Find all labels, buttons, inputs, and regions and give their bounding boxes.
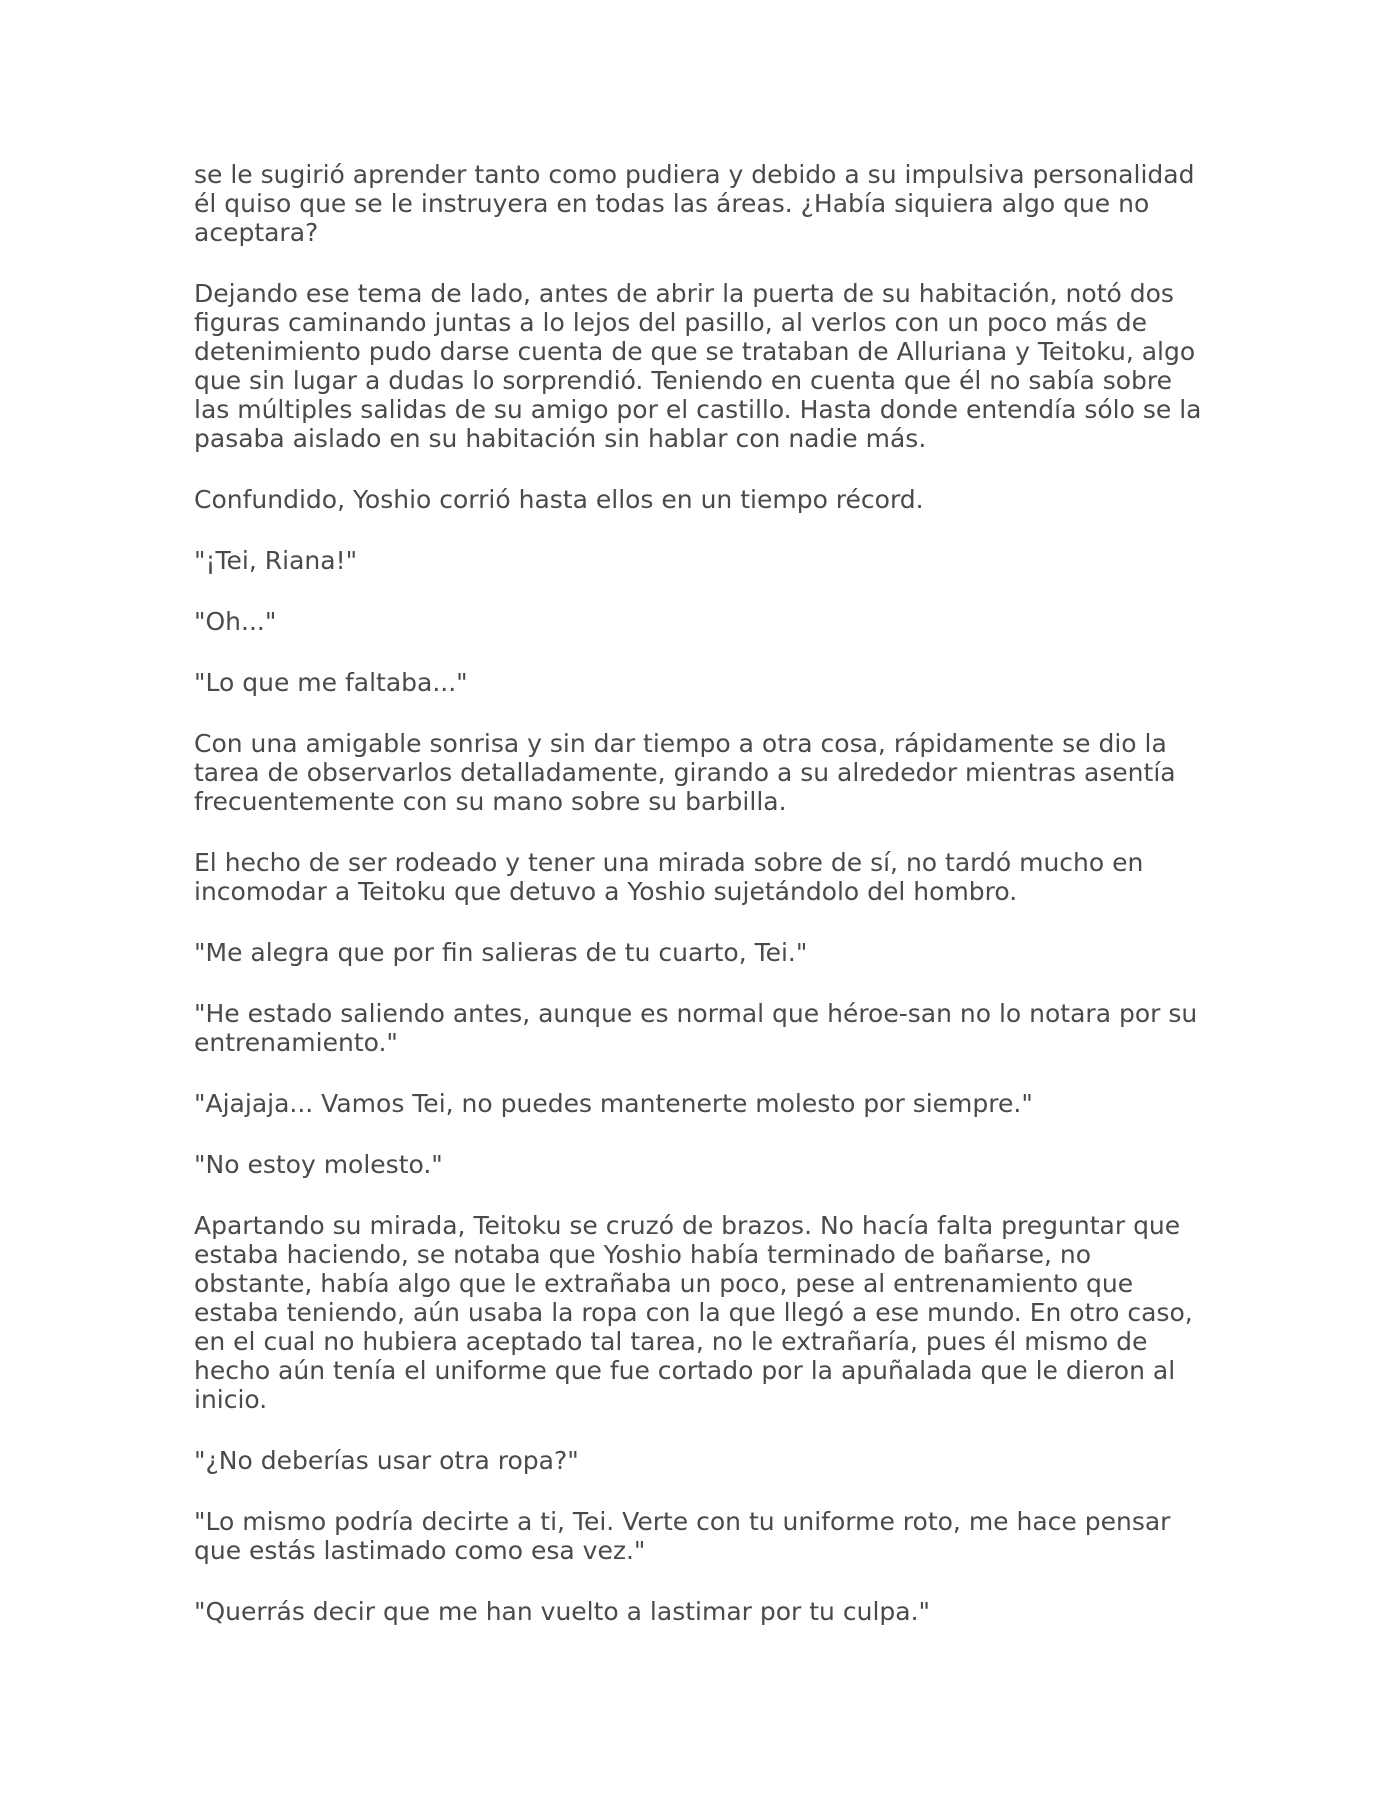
dialogue-line: "Me alegra que por fin salieras de tu cuarto, Tei." bbox=[194, 938, 808, 967]
dialogue-line: "No estoy molesto." bbox=[194, 1150, 443, 1179]
paragraph: El hecho de ser rodeado y tener una mirada sobre de sí, no tardó mucho en incomodar a Teitoku que detuvo a Yoshio sujetándolo del hombro. bbox=[194, 848, 1144, 906]
paragraph: Confundido, Yoshio corrió hasta ellos en un tiempo récord. bbox=[194, 485, 924, 514]
dialogue-line: "Querrás decir que me han vuelto a lastimar por tu culpa." bbox=[194, 1597, 931, 1626]
dialogue-line: "Oh..." bbox=[194, 607, 277, 636]
dialogue-line: "He estado saliendo antes, aunque es normal que héroe-san no lo notara por su entrenamiento." bbox=[194, 999, 1198, 1057]
dialogue-line: "Lo que me faltaba..." bbox=[194, 668, 468, 697]
paragraph: Con una amigable sonrisa y sin dar tiempo a otra cosa, rápidamente se dio la tarea de observarlos detalladamente, girando a su alrededor mientras asentía frecuentemente con su mano sobre su barbilla. bbox=[194, 729, 1176, 816]
paragraph: Apartando su mirada, Teitoku se cruzó de brazos. No hacía falta preguntar que estaba haciendo, se notaba que Yoshio había terminado de bañarse, no obstante, había algo que le extrañaba un poco, pese al entrenamiento que estaba teniendo, aún usaba la ropa con la que llegó a ese mundo. En otro caso, en el cual no hubiera aceptado tal tarea, no le extrañaría, pues él mismo de hecho aún tenía el uniforme que fue cortado por la apuñalada que le dieron al inicio. bbox=[194, 1211, 1193, 1414]
paragraph: se le sugirió aprender tanto como pudiera y debido a su impulsiva personalidad él quiso que se le instruyera en todas las áreas. ¿Había siquiera algo que no aceptara? bbox=[194, 160, 1195, 247]
document-body bbox=[194, 160, 1204, 1658]
dialogue-line: "¡Tei, Riana!" bbox=[194, 546, 358, 575]
dialogue-line: "¿No deberías usar otra ropa?" bbox=[194, 1446, 579, 1475]
dialogue-line: "Ajajaja... Vamos Tei, no puedes mantenerte molesto por siempre." bbox=[194, 1089, 1033, 1118]
paragraph: Dejando ese tema de lado, antes de abrir la puerta de su habitación, notó dos figuras caminando juntas a lo lejos del pasillo, al verlos con un poco más de detenimiento pudo darse cuenta de que se trataban de Alluriana y Teitoku, algo que sin lugar a dudas lo sorprendió. Teniendo en cuenta que él no sabía sobre las múltiples salidas de su amigo por el castillo. Hasta donde entendía sólo se la pasaba aislado en su habitación sin hablar con nadie más. bbox=[194, 279, 1202, 453]
dialogue-line: "Lo mismo podría decirte a ti, Tei. Verte con tu uniforme roto, me hace pensar que estás lastimado como esa vez." bbox=[194, 1507, 1171, 1565]
